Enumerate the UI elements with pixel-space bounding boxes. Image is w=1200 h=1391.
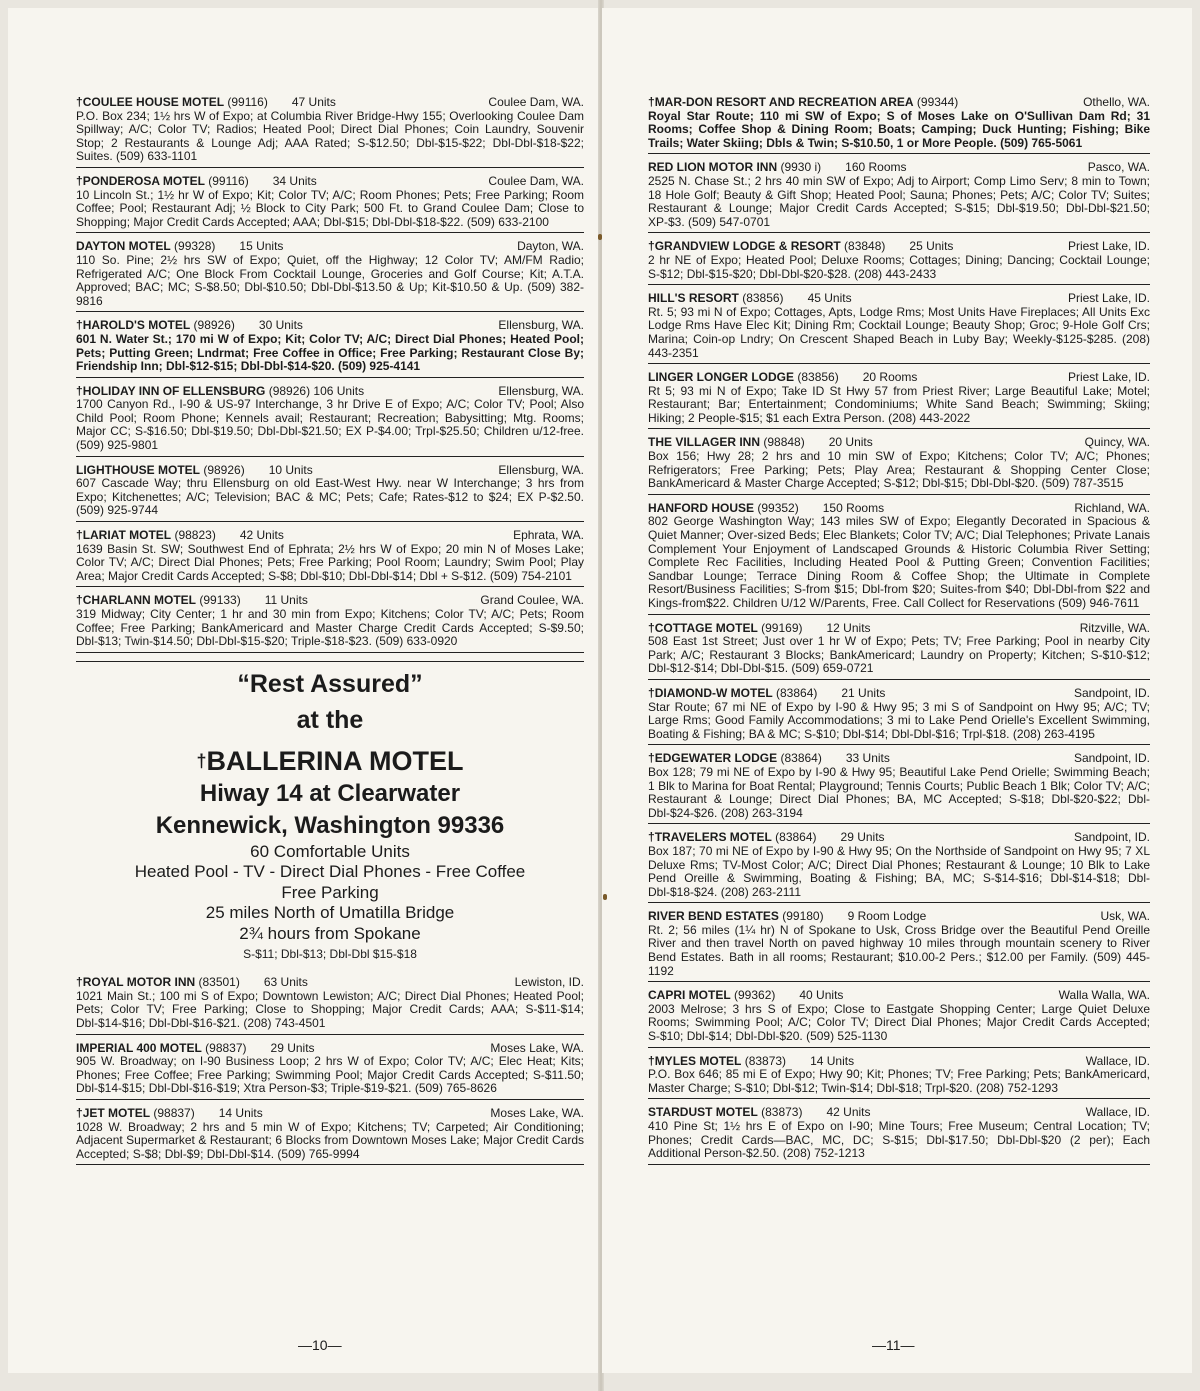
ad-line-1: “Rest Assured”: [237, 669, 423, 698]
listing-zip: (98848): [760, 435, 805, 450]
listing-city: Priest Lake, ID.: [1067, 291, 1150, 306]
listing-header: [76, 1042, 584, 1056]
listing-units: 45 Units: [807, 291, 852, 306]
listing-title-group: [648, 831, 885, 845]
listing-units: 29 Units: [270, 1040, 315, 1055]
listing-description: Rt. 5; 93 mi N of Expo; Cottages, Apts, Lodge Rms; Most Units Have Fireplaces; All Units Exc Lodge Rms Have Elec Kit; Dining Rm; Cocktail Lounge; Beauty Shop; Groc; 9-Hole Golf Crs; Marina; Coin-op Lndry; On Crescent Shaped Beach in Luby Bay; Weekly-$125-$285. (208) 443-2351: [648, 304, 1150, 360]
listing-header: [648, 1055, 1150, 1069]
listing-description: 607 Cascade Way; thru Ellensburg on old East-West Hwy. near W Interchange; 3 hrs from Expo; Kitchenettes; A/C; Television; BAC & MC; Pets; Cafe; Rates-$12 to $24; EX P-$2.50. (509) 925-9744: [76, 476, 584, 518]
listing-units: 12 Units: [826, 620, 871, 635]
dagger-mark: †: [76, 593, 83, 608]
dagger-mark: †: [76, 1106, 83, 1121]
dagger-mark: †: [648, 620, 655, 635]
listing-entry: [76, 238, 584, 312]
listing-name: COULEE HOUSE MOTEL: [82, 95, 225, 109]
listing-title-group: [76, 594, 308, 608]
listing-header: [76, 976, 584, 990]
left-column: [76, 94, 584, 1170]
listing-header: [648, 687, 1150, 701]
listing-entry: [76, 1040, 584, 1100]
listing-header: [76, 529, 584, 543]
listing-zip: (99116): [204, 173, 249, 188]
listing-zip: (83864): [771, 830, 817, 845]
listing-header: [648, 240, 1150, 254]
listing-zip: (98837): [201, 1040, 247, 1055]
listing-description: Box 156; Hwy 28; 2 hrs and 10 min SW of Expo; Kitchens; Color TV; A/C; Phones; Refrigerators; Free Parking; Pets; Play Area; Restaurant & Shopping Center Close; BankAmericard & Master Charge Accepted; S-$12; Dbl-$15; Dbl-Dbl-$20. (509) 787-3515: [648, 449, 1150, 491]
listing-units: 29 Units: [840, 830, 885, 845]
listing-units: 30 Units: [258, 318, 303, 333]
listing-description: Box 128; 79 mi NE of Expo by I-90 & Hwy 95; Beautiful Lake Pend Orielle; Swimming Beach; 1 Blk to Marina for Boat Rental; Playground; Tennis Courts; Public Beach 1 Blk; Color TV; A/C; Restaurant & Lounge; Direct Dial Phones; BA, MC Accepted; S-$18; Dbl-$20-$22; Dbl-Dbl-$24-$26. (208) 263-3194: [648, 764, 1150, 820]
listing-description: P.O. Box 646; 85 mi E of Expo; Hwy 90; Kit; Phones; TV; Free Parking; Pets; BankAmericard, Master Charge; S-$10; Dbl-$12; Twin-$14; Dbl-$18; Trpl-$20. (208) 752-1293: [648, 1067, 1150, 1095]
listing-zip: (83873): [741, 1053, 787, 1068]
listing-units: 11 Units: [264, 593, 308, 608]
listing-title-group: [76, 976, 308, 990]
ad-road: Hiway 14 at Clearwater: [199, 779, 461, 807]
listing-title-group: [76, 96, 336, 110]
listing-title-group: [76, 240, 283, 254]
listing-name: DAYTON MOTEL: [76, 239, 171, 254]
listing-entry: [648, 750, 1150, 824]
listing-title-group: [76, 464, 313, 478]
listing-units: 10 Units: [268, 462, 313, 477]
listing-name: ROYAL MOTOR INN: [82, 975, 196, 990]
listing-description: P.O. Box 234; 1½ hrs W of Expo; at Columbia River Bridge-Hwy 155; Overlooking Coulee Dam Spillway; A/C; Color TV; Radios; Heated Pool; Direct Dial Phones; Coin Laundry, Souvenir Stop; 2 Restaurants & Lounge Adj; AAA Rated; S-$12.50; Dbl-$15-$22; Dbl-Dbl-$18-$22; Suites. (509) 633-1101: [76, 108, 584, 164]
listing-city: Wallace, ID.: [1085, 1105, 1150, 1120]
ad-rates: S-$11; Dbl-$13; Dbl-Dbl $15-$18: [243, 947, 417, 962]
listing-zip: (98837): [150, 1106, 195, 1121]
right-page: [602, 8, 1192, 1373]
listing-header: [648, 292, 1150, 306]
listing-title-group: [648, 371, 917, 385]
listing-title-group: [648, 292, 852, 306]
listing-name: CAPRI MOTEL: [648, 988, 731, 1003]
paper-speck: [598, 234, 602, 240]
listing-zip: (99328): [170, 239, 216, 254]
listing-name: CHARLANN MOTEL: [82, 593, 197, 608]
listing-header: [76, 96, 584, 110]
listing-entry: [648, 159, 1150, 233]
dagger-mark: †: [76, 318, 83, 333]
listing-name: TRAVELERS MOTEL: [654, 830, 772, 845]
listing-name: RED LION MOTOR INN: [648, 160, 778, 175]
listing-description: 601 N. Water St.; 170 mi W of Expo; Kit; Color TV; A/C; Direct Dial Phones; Heated Pool; Pets; Putting Green; Lndrmat; Free Coffee in Office; Free Parking; Restaurant Close By; Friendship Inn; Dbl-$12-$15; Dbl-Dbl-$14-$20. (509) 925-4141: [76, 331, 584, 374]
listing-city: Priest Lake, ID.: [1067, 239, 1150, 254]
listing-zip: (83864): [777, 751, 822, 766]
listing-city: Walla Walla, WA.: [1058, 988, 1150, 1003]
listing-title-group: [648, 161, 907, 175]
listing-description: 2003 Melrose; 3 hrs S of Expo; Close to Eastgate Shopping Center; Large Quiet Deluxe Rooms; Swimming Pool; A/C; Color TV; Direct Dial Phones; Major Credit Cards Accepted; S-$10; Dbl-$14; Dbl-Dbl-$20. (509) 525-1130: [648, 1001, 1150, 1044]
listing-zip: (99362): [730, 988, 776, 1003]
ad-motel-name: [76, 744, 584, 778]
listing-city: Sandpoint, ID.: [1073, 830, 1150, 845]
listing-name: COTTAGE MOTEL: [654, 620, 758, 635]
listing-entry: [648, 685, 1150, 745]
ad-parking: Free Parking: [281, 882, 379, 902]
listing-name: LIGHTHOUSE MOTEL: [76, 462, 200, 477]
listing-zip: (98926): [190, 318, 235, 333]
listing-zip: (83856): [738, 291, 784, 306]
listing-zip: (98926) 106 Units: [265, 383, 365, 398]
listing-zip: (83873): [757, 1105, 803, 1120]
listing-description: Rt 5; 93 mi N of Expo; Take ID St Hwy 57 from Priest River; Large Beautiful Lake; Motel; Restaurant; Bar; Entertainment; Condominiums; White Sand Beach; Swimming; Skiing; Hiking; 2 People-$15; $1 each Extra Person. (208) 443-2022: [648, 383, 1150, 425]
ad-distance-1: 25 miles North of Umatilla Bridge: [205, 903, 455, 923]
listing-description: 508 East 1st Street; Just over 1 hr W of Expo; Pets; TV; Free Parking; Pool in nearby City Park; A/C; Restaurant 3 Blocks; BankAmericard; Laundry on Property; Kitchen; S-$10-$12; Dbl-$12-$14; Dbl-Dbl-$15. (509) 659-0721: [648, 634, 1150, 676]
ad-name: BALLERINA MOTEL: [206, 745, 464, 776]
left-page: [8, 8, 600, 1373]
listing-header: [76, 319, 584, 333]
listing-city: Moses Lake, WA.: [490, 1106, 584, 1121]
listing-header: [648, 96, 1150, 110]
listing-city: Ellensburg, WA.: [498, 462, 584, 477]
listing-description: 1028 W. Broadway; 2 hrs and 5 min W of Expo; Kitchens; TV; Carpeted; Air Conditioning; Adjacent Supermarket & Restaurant; 6 Blocks from Downtown Moses Lake; Major Credit Cards Accepted; S-$8; Dbl-$9; Dbl-Dbl-$14. (509) 765-9994: [76, 1119, 584, 1161]
listing-city: Ritzville, WA.: [1079, 620, 1150, 635]
ad-dagger: †: [196, 750, 207, 771]
listing-title-group: [648, 622, 871, 636]
listing-title-group: [76, 1042, 315, 1056]
ad-town: Kennewick, Washington 99336: [155, 811, 505, 839]
listing-name: MYLES MOTEL: [654, 1053, 742, 1068]
listing-city: Coulee Dam, WA.: [488, 95, 584, 109]
listing-description: Star Route; 67 mi NE of Expo by I-90 & Hwy 95; 3 mi S of Sandpoint on Hwy 95; A/C; TV; Large Rms; Good Family Accommodations; 3 mi to Lake Pend Orielle's Excellent Swimming, Boating & Fishing; BA & MC; S-$10; Dbl-$14; Dbl-Dbl-$16; Trpl-$18. (208) 263-4195: [648, 699, 1150, 741]
listing-title-group: [648, 1055, 854, 1069]
listing-city: Sandpoint, ID.: [1073, 751, 1150, 766]
listing-zip: (99169): [757, 620, 803, 635]
listing-title-group: [76, 385, 388, 399]
listing-title-group: [648, 752, 890, 766]
listing-title-group: [76, 319, 303, 333]
ad-line-2: at the: [296, 705, 364, 734]
listing-name: MAR-DON RESORT AND RECREATION AREA: [654, 95, 914, 109]
listing-description: Rt. 2; 56 miles (1¼ hr) N of Spokane to Usk, Cross Bridge over the Beautiful Pend Oreille River and then travel North on paved highway 10 miles through mountain scenery to River Bend Estates. Bath in all rooms; Restaurant; $10.00-2 Pers.; $12.00 per Family. (509) 445-1192: [648, 922, 1150, 978]
listing-description: 905 W. Broadway; on I-90 Business Loop; 2 hrs W of Expo; Color TV; A/C; Elec Heat; Kits; Phones; Free Coffee; Free Parking; Swimming Pool; Major Credit Cards Accepted; S-$11.50; Dbl-$14-$15; Dbl-Dbl-$16-$19; Xtra Person-$3; Triple-$19-$21. (509) 765-8626: [76, 1054, 584, 1096]
listing-units: 34 Units: [272, 173, 317, 188]
listing-zip: (83856): [794, 370, 839, 385]
listing-header: [648, 622, 1150, 636]
listing-name: EDGEWATER LODGE: [654, 751, 778, 766]
listing-header: [648, 371, 1150, 385]
listing-city: Ellensburg, WA.: [498, 383, 584, 398]
listing-units: 15 Units: [239, 239, 284, 254]
dagger-mark: †: [648, 95, 655, 109]
listing-units: 14 Units: [810, 1053, 855, 1068]
left-entry-list-2: [76, 974, 584, 1165]
listing-title-group: [648, 910, 926, 924]
listing-zip: (83864): [772, 685, 818, 700]
listing-description: 1700 Canyon Rd., I-90 & US-97 Interchange, 3 hr Drive E of Expo; A/C; Color TV; Pool; Also Child Pool; Room Phone; Kennels avail; Restaurant; Recreation; Babysitting; Mtg. Rooms; Major CC; S-$16.50; Dbl-$19.50; Dbl-Dbl-$21.50; EX P-$4.00; Trpl-$25.50; Children u/12-free. (509) 925-9801: [76, 397, 584, 453]
dagger-mark: †: [648, 239, 655, 254]
listing-entry: [648, 1104, 1150, 1164]
listing-entry: [648, 1053, 1150, 1100]
listing-name: IMPERIAL 400 MOTEL: [76, 1040, 202, 1055]
listing-description: Royal Star Route; 110 mi SW of Expo; S of Moses Lake on O'Sullivan Dam Rd; 31 Rooms; Coffee Shop & Dining Room; Boats; Camping; Duck Hunting; Fishing; Bike Trails; Water Skiing; Dbls & Twin; S-$10.50, 1 or More People. (509) 765-5061: [648, 108, 1150, 150]
listing-description: 1021 Main St.; 100 mi S of Expo; Downtown Lewiston; A/C; Direct Dial Phones; Heated Pool; Pets; Color TV; Free Parking; Close to Shopping; Major Credit Cards; AAA; S-$11-$14; Dbl-$14-$16; Dbl-Dbl-$16-$21. (208) 743-4501: [76, 988, 584, 1031]
listing-entry: [648, 500, 1150, 615]
listing-zip: (99344): [913, 95, 959, 109]
listing-description: 2 hr NE of Expo; Heated Pool; Deluxe Rooms; Cottages; Dining; Dancing; Cocktail Lounge; S-$12; Dbl-$15-$20; Dbl-Dbl-$20-$28. (208) 443-2433: [648, 252, 1150, 281]
listing-city: Sandpoint, ID.: [1073, 685, 1150, 700]
listing-entry: [648, 369, 1150, 429]
listing-city: Grand Coulee, WA.: [480, 593, 584, 608]
listing-city: Ephrata, WA.: [513, 528, 584, 543]
dagger-mark: †: [648, 1053, 655, 1068]
listing-entry: [76, 527, 584, 587]
listing-name: PONDEROSA MOTEL: [82, 173, 205, 188]
listing-entry: [76, 592, 584, 652]
left-entry-list: [76, 94, 584, 653]
listing-description: 1639 Basin St. SW; Southwest End of Ephrata; 2½ hrs W of Expo; 20 min N of Moses Lake; Color TV; A/C; Direct Dial Phones; Pets; Free Parking; Pool Room; Laundry; Swim Pool; Play Area; Major Credit Cards Accepted; S-$8; Dbl-$10; Dbl-Dbl-$14; Dbl + S-$12. (509) 754-2101: [76, 541, 584, 583]
listing-zip: (9930 i): [777, 160, 822, 175]
listing-title-group: [648, 96, 982, 110]
listing-entry: [76, 173, 584, 233]
listing-entry: [76, 1105, 584, 1165]
listing-name: RIVER BEND ESTATES: [648, 909, 779, 924]
listing-units: 20 Units: [828, 435, 873, 450]
listing-units: 20 Rooms: [862, 370, 918, 385]
listing-entry: [76, 94, 584, 168]
listing-entry: [648, 987, 1150, 1047]
listing-city: Priest Lake, ID.: [1067, 370, 1150, 385]
listing-units: 47 Units: [291, 95, 336, 109]
listing-description: 319 Midway; City Center; 1 hr and 30 min from Expo; Kitchens; Color TV; A/C; Pets; Room Coffee; Free Parking; BankAmericard and Master Charge Credit Cards Accepted; S-$9.50; Dbl-$13; Twin-$14.50; Dbl-Dbl-$15-$20; Triple-$18-$23. (509) 633-0920: [76, 607, 584, 649]
listing-name: LINGER LONGER LODGE: [648, 370, 795, 385]
listing-header: [648, 752, 1150, 766]
listing-title-group: [76, 175, 317, 189]
right-column: [648, 94, 1150, 1170]
right-entry-list: [648, 94, 1150, 1165]
listing-units: 42 Units: [239, 528, 284, 543]
listing-units: 9 Room Lodge: [847, 909, 927, 924]
listing-entry: [76, 383, 584, 457]
listing-name: DIAMOND-W MOTEL: [654, 685, 773, 700]
listing-description: 10 Lincoln St.; 1½ hr W of Expo; Kit; Color TV; A/C; Room Phones; Pets; Free Parking; Room Coffee; Pool; Restaurant Adj; ½ Block to City Park; 500 Ft. to Grand Coulee Dam; Close to Shopping; Major Credit Cards Accepted; AAA; Dbl-$15; Dbl-Dbl-$18-$22. (509) 633-2100: [76, 187, 584, 229]
listing-header: [76, 240, 584, 254]
listing-zip: (98823): [171, 528, 216, 543]
listing-zip: (99116): [224, 95, 268, 109]
listing-description: 2525 N. Chase St.; 2 hrs 40 min SW of Expo; Adj to Airport; Comp Limo Serv; 8 min to Town; 18 Hole Golf; Beauty & Gift Shop; Heated Pool; Sauna; Phones; Pets; A/C; Color TV; Suites; Restaurant & Lounge; Major Credit Cards Accepted; S-$15; Dbl-$19.50; Dbl-Dbl-$21.50; XP-$3. (509) 547-0701: [648, 173, 1150, 229]
listing-description: 410 Pine St; 1½ hrs E of Expo on I-90; Mine Tours; Free Museum; Central Location; TV; Phones; Credit Cards—BAC, MC, DC; S-$15; Dbl-$17.50; Dbl-Dbl-$20 (2 per); Each Additional Person-$2.50. (208) 752-1213: [648, 1119, 1150, 1161]
listing-title-group: [648, 240, 953, 254]
listing-units: 33 Units: [845, 751, 890, 766]
listing-header: [76, 385, 584, 399]
listing-header: [76, 175, 584, 189]
listing-header: [648, 436, 1150, 450]
listing-city: Dayton, WA.: [517, 239, 584, 254]
page-number-left: —10—: [298, 1337, 342, 1353]
listing-title-group: [648, 989, 843, 1003]
listing-name: JET MOTEL: [82, 1106, 151, 1121]
listing-name: GRANDVIEW LODGE & RESORT: [654, 239, 841, 254]
listing-city: Ellensburg, WA.: [498, 318, 584, 333]
listing-header: [648, 161, 1150, 175]
listing-entry: [76, 317, 584, 377]
ad-units: 60 Comfortable Units: [250, 841, 410, 861]
listing-header: [648, 910, 1150, 924]
dagger-mark: †: [648, 830, 655, 845]
listing-city: Richland, WA.: [1074, 500, 1150, 515]
listing-name: HILL'S RESORT: [648, 291, 739, 306]
listing-title-group: [648, 687, 885, 701]
listing-city: Lewiston, ID.: [514, 975, 584, 990]
dagger-mark: †: [648, 751, 655, 766]
listing-units: 21 Units: [841, 685, 886, 700]
listing-header: [648, 831, 1150, 845]
ad-amenities: Heated Pool - TV - Direct Dial Phones - Free Coffee: [134, 862, 526, 882]
listing-units: 160 Rooms: [845, 160, 907, 175]
ad-distance-2: 2¾ hours from Spokane: [239, 923, 421, 943]
listing-entry: [648, 238, 1150, 285]
listing-zip: (99133): [196, 593, 241, 608]
listing-entry: [648, 829, 1150, 903]
listing-title-group: [76, 529, 284, 543]
listing-header: [76, 464, 584, 478]
page-number-right: —11—: [872, 1337, 915, 1353]
listing-entry: [648, 94, 1150, 154]
listing-entry: [76, 462, 584, 522]
listing-description: 110 So. Pine; 2½ hrs SW of Expo; Quiet, off the Highway; 12 Color TV; AM/FM Radio; Refrigerated A/C; One Block From Cocktail Lounge, Groceries and Golf Course; Kit; A.T.A. Approved; BAC; MC; S-$8.50; Dbl-$10.50; Dbl-Dbl-$13.50 & Up; Kit-$10.50 & Up. (509) 382-9816: [76, 252, 584, 308]
listing-title-group: [648, 1106, 871, 1120]
listing-header: [76, 1107, 584, 1121]
ballerina-motel-ad: [76, 661, 584, 965]
listing-city: Usk, WA.: [1100, 909, 1150, 924]
listing-zip: (99352): [754, 500, 799, 515]
listing-units: 42 Units: [826, 1105, 871, 1120]
listing-name: HANFORD HOUSE: [648, 500, 755, 515]
listing-header: [76, 594, 584, 608]
listing-city: Moses Lake, WA.: [490, 1040, 584, 1055]
listing-title-group: [648, 436, 873, 450]
dagger-mark: †: [76, 975, 83, 990]
listing-city: Othello, WA.: [1083, 95, 1150, 109]
listing-name: HOLIDAY INN OF ELLENSBURG: [82, 383, 266, 398]
listing-units: 150 Rooms: [822, 500, 885, 515]
listing-name: LARIAT MOTEL: [82, 528, 172, 543]
listing-zip: (99180): [778, 909, 824, 924]
listing-name: THE VILLAGER INN: [648, 435, 761, 450]
listing-city: Coulee Dam, WA.: [488, 173, 584, 188]
listing-header: [648, 502, 1150, 516]
listing-units: 25 Units: [909, 239, 954, 254]
listing-zip: (83848): [840, 239, 886, 254]
listing-units: 14 Units: [218, 1106, 263, 1121]
listing-description: 802 George Washington Way; 143 miles SW of Expo; Elegantly Decorated in Spacious & Quiet Manner; Over-sized Beds; Elec Blankets; Color TV; A/C; Dial Telephones; Private Lanais Complement Your Enjoyment of Landscaped Grounds & Historic Columbia River Setting; Complete Rec Facilities, Including Heated Pool & Putting Green; Convention Facilities; Sandbar Lounge; Terrace Dining Room & Coffee Shop; the Ultimate in Complete Resort/Business Facilities; S-from $15; Dbl-from $20; Suites-from $40; Dbl-Dbl-from $22 and Kings-from$22. Children U/12 W/Parents, Free. Call Collect for Reservations (509) 946-7611: [648, 514, 1150, 610]
dagger-mark: †: [648, 685, 655, 700]
dagger-mark: †: [76, 383, 83, 398]
listing-city: Quincy, WA.: [1084, 435, 1150, 450]
listing-entry: [648, 290, 1150, 364]
listing-entry: [648, 908, 1150, 982]
listing-title-group: [76, 1107, 263, 1121]
dagger-mark: †: [76, 528, 83, 543]
listing-description: Box 187; 70 mi NE of Expo by I-90 & Hwy 95; On the Northside of Sandpoint on Hwy 95; 7 XL Deluxe Rms; TV-Most Color; A/C; Direct Dial Phones; Restaurant & Lounge; 10 Blk to Lake Pend Oreille & Swimming, Boating & Fishing; BA, MC; S-$14-$16; Dbl-$14-$18; Dbl-Dbl-$18-$24. (208) 263-2111: [648, 843, 1150, 899]
listing-zip: (83501): [195, 975, 240, 990]
listing-header: [648, 1106, 1150, 1120]
listing-header: [648, 989, 1150, 1003]
paper-speck: [603, 894, 607, 900]
listing-title-group: [648, 502, 884, 516]
dagger-mark: †: [76, 95, 83, 109]
listing-city: Wallace, ID.: [1085, 1053, 1150, 1068]
listing-name: STARDUST MOTEL: [648, 1105, 758, 1120]
listing-zip: (98926): [200, 462, 245, 477]
listing-entry: [648, 434, 1150, 494]
listing-name: HAROLD'S MOTEL: [82, 318, 191, 333]
dagger-mark: †: [76, 173, 83, 188]
listing-entry: [648, 620, 1150, 680]
listing-entry: [76, 974, 584, 1034]
listing-city: Pasco, WA.: [1087, 160, 1150, 175]
listing-units: 40 Units: [799, 988, 844, 1003]
listing-units: 63 Units: [263, 975, 308, 990]
